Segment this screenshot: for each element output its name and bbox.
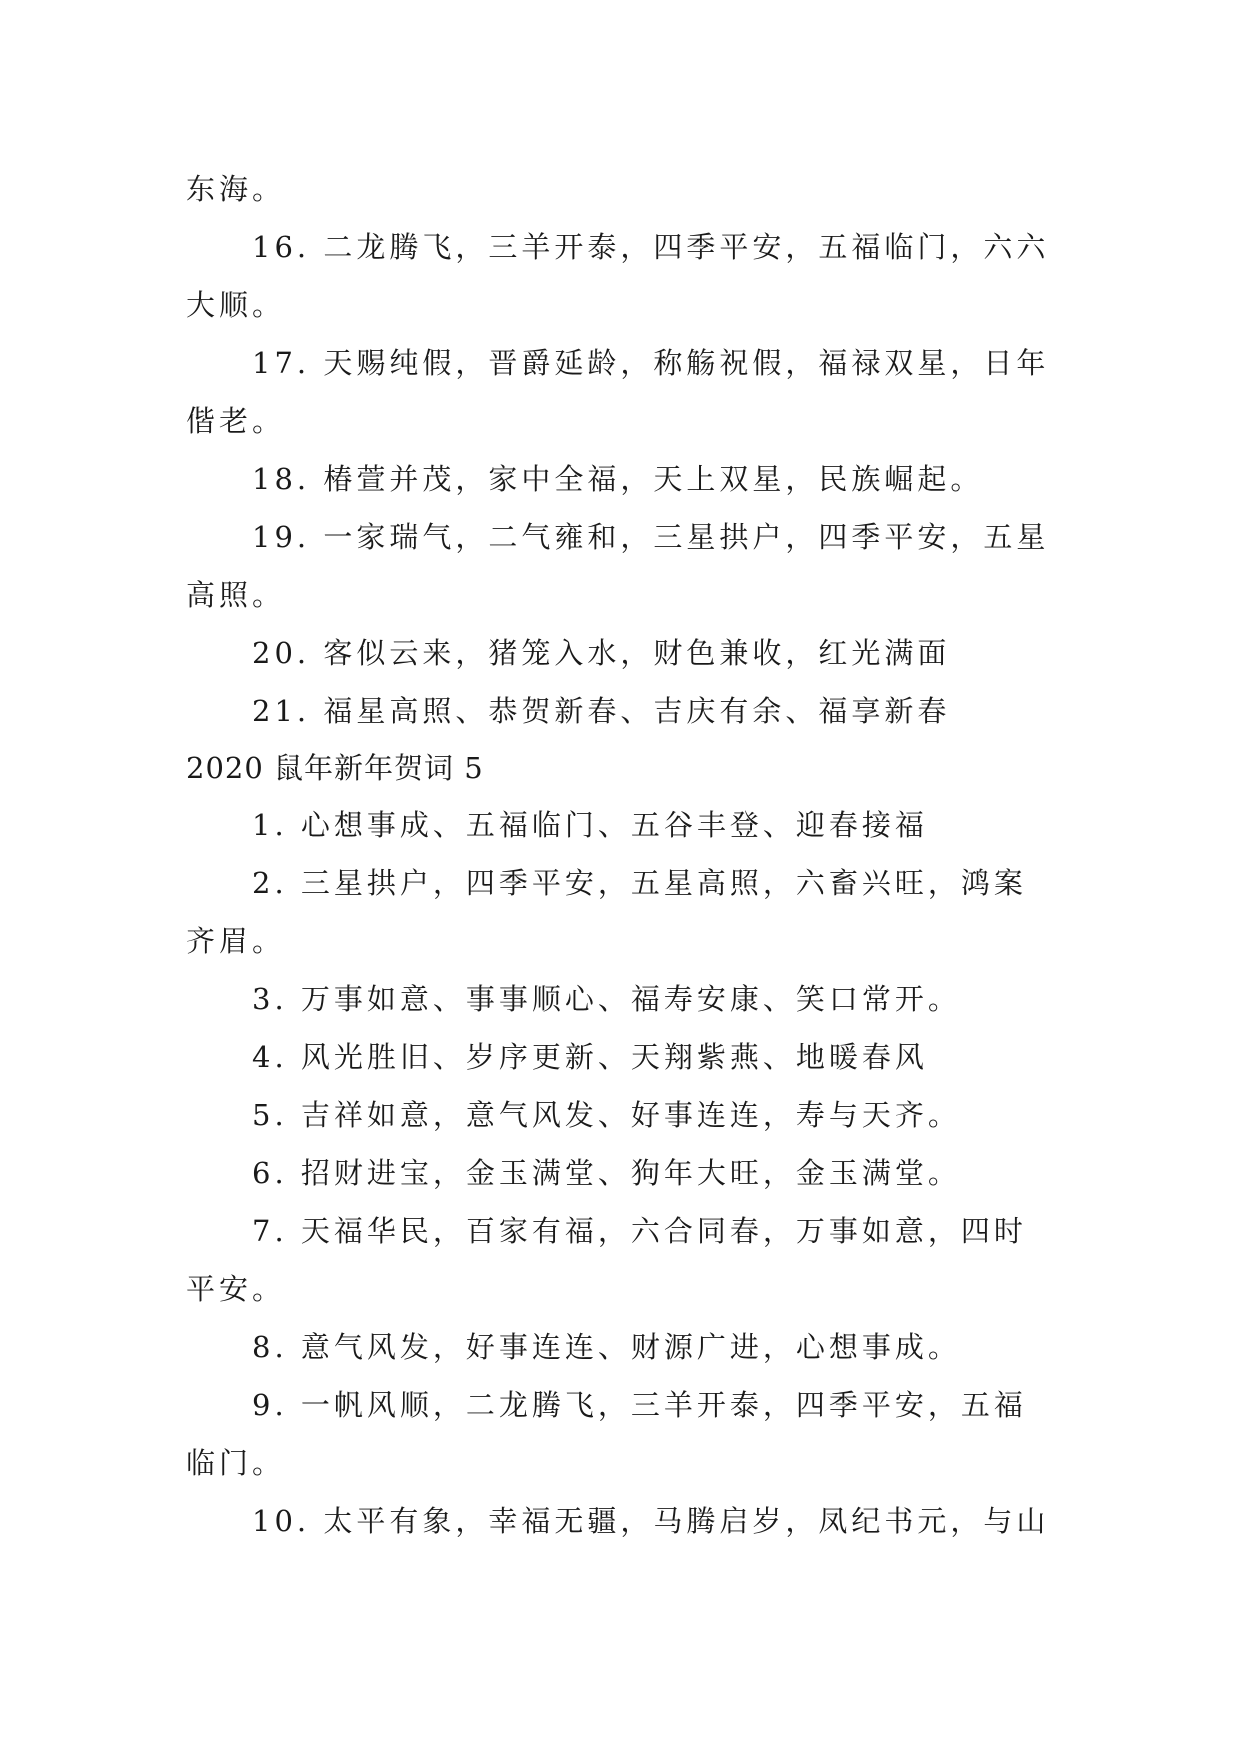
list-item-6: 6. 招财进宝，金玉满堂、狗年大旺，金玉满堂。 — [252, 1156, 961, 1190]
list-item-2: 2. 三星拱户，四季平安，五星高照，六畜兴旺，鸿案 — [252, 866, 1027, 900]
list-item-21: 21. 福星高照、恭贺新春、吉庆有余、福享新春 — [252, 694, 951, 728]
text-line: 齐眉。 — [186, 924, 286, 958]
list-item-16: 16. 二龙腾飞，三羊开泰，四季平安，五福临门，六六 — [252, 230, 1050, 264]
list-item-3: 3. 万事如意、事事顺心、福寿安康、笑口常开。 — [252, 982, 961, 1016]
list-item-4: 4. 风光胜旧、岁序更新、天翔紫燕、地暖春风 — [252, 1040, 928, 1074]
section-heading: 2020 鼠年新年贺词 5 — [186, 751, 484, 785]
list-item-1: 1. 心想事成、五福临门、五谷丰登、迎春接福 — [252, 808, 928, 842]
list-item-8: 8. 意气风发，好事连连、财源广进，心想事成。 — [252, 1330, 961, 1364]
list-item-10: 10. 太平有象，幸福无疆，马腾启岁，凤纪书元，与山 — [252, 1504, 1050, 1538]
text-line: 偕老。 — [186, 404, 286, 438]
list-item-9: 9. 一帆风顺，二龙腾飞，三羊开泰，四季平安，五福 — [252, 1388, 1027, 1422]
list-item-17: 17. 天赐纯假，晋爵延龄，称觞祝假，福禄双星，日年 — [252, 346, 1050, 380]
list-item-20: 20. 客似云来，猪笼入水，财色兼收，红光满面 — [252, 636, 951, 670]
document-body — [186, 160, 1066, 1550]
list-item-19: 19. 一家瑞气，二气雍和，三星拱户，四季平安，五星 — [252, 520, 1050, 554]
list-item-7: 7. 天福华民，百家有福，六合同春，万事如意，四时 — [252, 1214, 1027, 1248]
text-line: 高照。 — [186, 578, 286, 612]
list-item-18: 18. 椿萱并茂，家中全福，天上双星，民族崛起。 — [252, 462, 984, 496]
text-line: 大顺。 — [186, 288, 286, 322]
text-line: 东海。 — [186, 172, 286, 206]
text-line: 临门。 — [186, 1446, 286, 1480]
list-item-5: 5. 吉祥如意，意气风发、好事连连，寿与天齐。 — [252, 1098, 961, 1132]
text-line: 平安。 — [186, 1272, 286, 1306]
